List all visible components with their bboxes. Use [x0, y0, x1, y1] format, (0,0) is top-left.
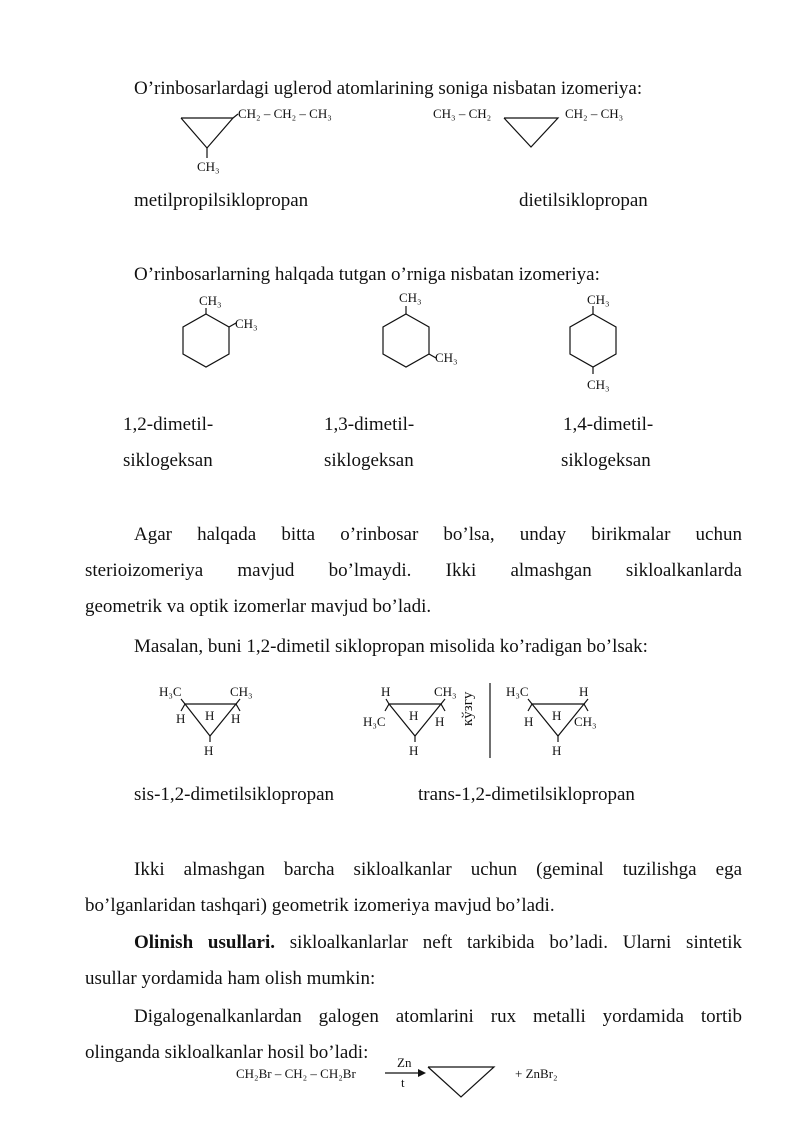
transB-top-left: H₃C	[506, 684, 529, 699]
transB-left: H	[524, 714, 534, 729]
transA-right: H	[435, 714, 445, 729]
para1-line-3: geometrik va optik izomerlar mavjud bo’ladi.	[85, 596, 432, 617]
cis-right: H	[231, 711, 241, 726]
para4-rest: sikloalkanlarlar neft tarkibida bo’ladi. Ularni sintetik	[274, 932, 742, 953]
cyclohexane14-name-2: siklogeksan	[561, 450, 651, 471]
cyclohexane12-sub-b: CH₃	[235, 316, 258, 331]
reaction-catalyst: Zn	[397, 1055, 412, 1070]
para4-bold: Olinish usullari.	[134, 932, 275, 953]
mol2-name: dietilsiklopropan	[519, 190, 648, 211]
dimethylcyclohexane-13-structure	[383, 306, 436, 367]
reaction-reactant: CH₂Br – CH₂ – CH₂Br	[236, 1066, 356, 1081]
mirror-label: кўзгу	[460, 691, 476, 726]
transA-left: H₃C	[363, 714, 386, 729]
transA-center: H	[409, 708, 419, 723]
cis-left: H	[176, 711, 186, 726]
para5-line-2: olinganda sikloalkanlar hosil bo’ladi:	[85, 1042, 369, 1063]
transB-top-right: H	[579, 684, 589, 699]
mol2-right-label: CH₂ – CH₃	[565, 106, 624, 121]
cis-top-left: H₃C	[159, 684, 182, 699]
cyclohexane13-sub-a: CH₃	[399, 290, 422, 305]
para2-text: Masalan, buni 1,2-dimetil siklopropan misolida ko’radigan bo’lsak:	[134, 636, 648, 657]
cis-name: sis-1,2-dimetilsiklopropan	[134, 784, 335, 805]
mol1-chain-label: CH₂ – CH₂ – CH₃	[238, 106, 332, 121]
transB-right: CH₃	[574, 714, 597, 729]
reaction-condition: t	[401, 1075, 405, 1090]
cyclohexane12-sub-a: CH₃	[199, 293, 222, 308]
transA-top-left: H	[381, 684, 391, 699]
cyclohexane14-sub-a: CH₃	[587, 292, 610, 307]
cyclohexane13-sub-b: CH₃	[435, 350, 458, 365]
section2-heading: O’rinbosarlarning halqada tutgan o’rniga nisbatan izomeriya:	[134, 264, 600, 285]
para4-line-2: usullar yordamida ham olish mumkin:	[85, 968, 376, 989]
cis-center: H	[205, 708, 215, 723]
para1-line-1: Agar halqada bitta o’rinbosar bo’lsa, unday birikmalar uchun	[134, 524, 742, 545]
dimethylcyclohexane-12-structure	[183, 308, 236, 367]
mol2-left-label: CH₃ – CH₂	[433, 106, 492, 121]
cyclohexane13-name-1: 1,3-dimetil-	[324, 414, 415, 435]
cis-bottom: H	[204, 743, 214, 758]
transA-top-right: CH₃	[434, 684, 457, 699]
para4-line-1	[134, 931, 742, 955]
mol1-name: metilpropilsiklopropan	[134, 190, 309, 211]
para1-line-2: sterioizomeriya mavjud bo’lmaydi. Ikki almashgan sikloalkanlarda	[85, 560, 742, 581]
cyclohexane14-sub-b: CH₃	[587, 377, 610, 392]
para5-line-1: Digalogenalkanlardan galogen atomlarini rux metalli yordamida tortib	[134, 1006, 742, 1027]
transA-bottom: H	[409, 743, 419, 758]
mol1-methyl-label: CH₃	[197, 159, 220, 174]
reaction-byproduct: + ZnBr₂	[515, 1066, 558, 1081]
para3-line-1: Ikki almashgan barcha sikloalkanlar uchun (geminal tuzilishga ega	[134, 859, 742, 880]
cyclohexane14-name-1: 1,4-dimetil-	[563, 414, 654, 435]
diethylcyclopropane-structure	[504, 118, 558, 147]
cyclohexane12-name-2: siklogeksan	[123, 450, 213, 471]
transB-bottom: H	[552, 743, 562, 758]
methylpropylcyclopropane-structure	[181, 114, 238, 158]
section1-heading: O’rinbosarlardagi uglerod atomlarining soniga nisbatan izomeriya:	[134, 78, 643, 99]
cyclohexane12-name-1: 1,2-dimetil-	[123, 414, 214, 435]
trans-name: trans-1,2-dimetilsiklopropan	[418, 784, 635, 805]
cis-top-right: CH₃	[230, 684, 253, 699]
cyclohexane13-name-2: siklogeksan	[324, 450, 414, 471]
transB-center: H	[552, 708, 562, 723]
dimethylcyclohexane-14-structure	[570, 306, 616, 374]
para3-line-2: bo’lganlaridan tashqari) geometrik izomeriya mavjud bo’ladi.	[85, 895, 555, 916]
